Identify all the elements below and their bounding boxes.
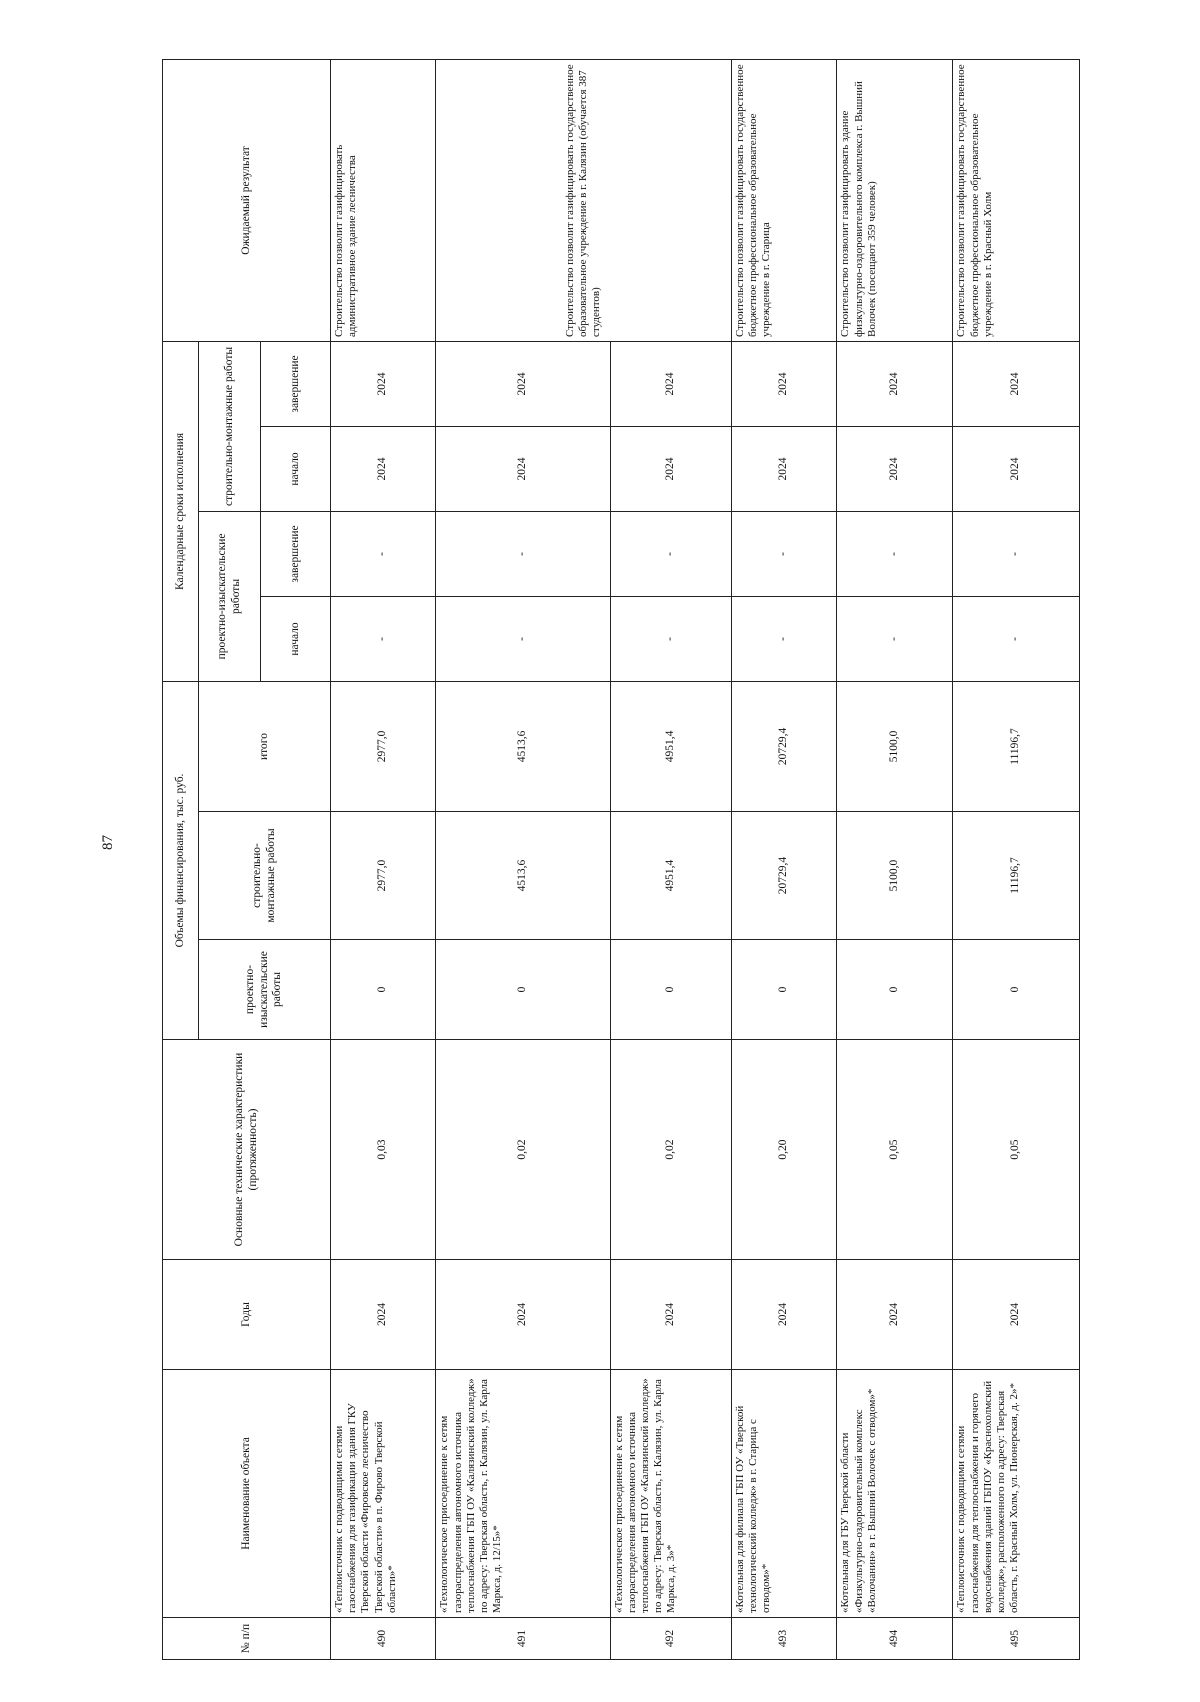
cell-year: 2024	[837, 1260, 953, 1370]
cell-total: 4951,4	[610, 681, 731, 811]
header-pir-group: проектно-изыскательские работы	[199, 511, 261, 681]
cell-year: 2024	[953, 1260, 1080, 1370]
cell-pir-start: -	[331, 596, 436, 681]
cell-name: «Технологическое присоединение к сетям газораспределения автономного источника теплоснабжения ГБП ОУ «Калязинский колледж» по адресу: Тверская область, г. Калязин, ул. Карла Маркса, д. 3»*	[610, 1370, 731, 1618]
cell-smr-end: 2024	[837, 341, 953, 426]
header-tech: Основные технические характеристики (протяженность)	[163, 1040, 331, 1260]
cell-design: 0	[610, 940, 731, 1040]
cell-smr-start: 2024	[837, 426, 953, 511]
cell-pir-start: -	[731, 596, 836, 681]
cell-pir-start: -	[436, 596, 610, 681]
cell-smr-start: 2024	[953, 426, 1080, 511]
cell-pir-start: -	[837, 596, 953, 681]
header-pir-start: начало	[261, 596, 331, 681]
table-row	[331, 59, 436, 1659]
cell-pir-end: -	[331, 511, 436, 596]
cell-total: 5100,0	[837, 681, 953, 811]
cell-design: 0	[331, 940, 436, 1040]
header-construction: строительно-монтажные работы	[199, 812, 331, 940]
cell-smr-start: 2024	[731, 426, 836, 511]
cell-num: 491	[436, 1618, 610, 1660]
cell-name: «Теплоисточник с подводящими сетями газоснабжения для теплоснабжения и горячего водоснабжения зданий ГБПОУ «Краснохолмский колледж», расположенного по адресу: Тверская область, г. Красный Холм, ул. Пионерская, д. 2»*	[953, 1370, 1080, 1618]
cell-construction: 11196,7	[953, 812, 1080, 940]
cell-num: 493	[731, 1618, 836, 1660]
cell-construction: 4951,4	[610, 812, 731, 940]
cell-pir-end: -	[731, 511, 836, 596]
cell-total: 2977,0	[331, 681, 436, 811]
cell-num: 495	[953, 1618, 1080, 1660]
cell-construction: 2977,0	[331, 812, 436, 940]
header-num: № п/п	[163, 1618, 331, 1660]
cell-pir-end: -	[610, 511, 731, 596]
cell-year: 2024	[331, 1260, 436, 1370]
rotated-table-wrapper	[162, 60, 1080, 1660]
cell-smr-end: 2024	[436, 341, 610, 426]
cell-pir-start: -	[953, 596, 1080, 681]
cell-num: 490	[331, 1618, 436, 1660]
header-smr-group: строительно-монтажные работы	[199, 341, 261, 511]
cell-smr-start: 2024	[331, 426, 436, 511]
cell-name: «Котельная для ГБУ Тверской области «Физкультурно-оздоровительный комплекс «Волочанин» в г. Вышний Волочек с отводом»*	[837, 1370, 953, 1618]
header-result: Ожидаемый результат	[163, 59, 331, 341]
cell-year: 2024	[610, 1260, 731, 1370]
cell-result: Строительство позволит газифицировать здание физкультурно-оздоровительного комплекса г. Вышний Волочек (посещают 359 человек)	[837, 59, 953, 341]
cell-result: Строительство позволит газифицировать государственное бюджетное профессиональное образовательное учреждение в г. Красный Холм	[953, 59, 1080, 341]
cell-smr-end: 2024	[953, 341, 1080, 426]
cell-total: 20729,4	[731, 681, 836, 811]
cell-pir-end: -	[436, 511, 610, 596]
header-total: итого	[199, 681, 331, 811]
cell-name: «Технологическое присоединение к сетям газораспределения автономного источника теплоснабжения ГБП ОУ «Калязинский колледж» по адресу: Тверская область, г. Калязин, ул. Карла Маркса, д. 12/15»*	[436, 1370, 610, 1618]
header-smr-start: начало	[261, 426, 331, 511]
cell-smr-end: 2024	[731, 341, 836, 426]
header-finance-group: Объемы финансирования, тыс. руб.	[163, 681, 199, 1039]
cell-total: 4513,6	[436, 681, 610, 811]
cell-smr-end: 2024	[610, 341, 731, 426]
cell-tech: 0,05	[837, 1040, 953, 1260]
cell-design: 0	[436, 940, 610, 1040]
cell-name: «Котельная для филиала ГБП ОУ «Тверской технологический колледж» в г. Старица с отводом»*	[731, 1370, 836, 1618]
table-row	[953, 59, 1080, 1659]
cell-tech: 0,02	[436, 1040, 610, 1260]
table-row	[837, 59, 953, 1659]
cell-result: Строительство позволит газифицировать государственное бюджетное профессиональное образовательное учреждение в г. Старица	[731, 59, 836, 341]
cell-construction: 20729,4	[731, 812, 836, 940]
objects-table	[162, 59, 1080, 1660]
header-calendar-group: Календарные сроки исполнения	[163, 341, 199, 681]
cell-design: 0	[731, 940, 836, 1040]
header-name: Наименование объекта	[163, 1370, 331, 1618]
cell-pir-start: -	[610, 596, 731, 681]
cell-result: Строительство позволит газифицировать административное здание лесничества	[331, 59, 436, 341]
cell-name: «Теплоисточник с подводящими сетями газоснабжения для газификации здания ГКУ Тверской области «Фировское лесничество Тверской области» в п. Фирово Тверской области»*	[331, 1370, 436, 1618]
page-number: 87	[100, 835, 116, 850]
header-design: проектно-изыскательские работы	[199, 940, 331, 1040]
cell-num: 494	[837, 1618, 953, 1660]
cell-construction: 4513,6	[436, 812, 610, 940]
table-row	[436, 59, 610, 1659]
cell-smr-end: 2024	[331, 341, 436, 426]
table-row	[731, 59, 836, 1659]
cell-smr-start: 2024	[436, 426, 610, 511]
cell-pir-end: -	[953, 511, 1080, 596]
cell-tech: 0,20	[731, 1040, 836, 1260]
cell-year: 2024	[436, 1260, 610, 1370]
cell-pir-end: -	[837, 511, 953, 596]
cell-design: 0	[837, 940, 953, 1040]
header-years: Годы	[163, 1260, 331, 1370]
cell-design: 0	[953, 940, 1080, 1040]
cell-tech: 0,02	[610, 1040, 731, 1260]
cell-result: Строительство позволит газифицировать государственное образовательное учреждение в г. Калязин (обучается 387 студентов)	[436, 59, 731, 341]
cell-tech: 0,05	[953, 1040, 1080, 1260]
cell-total: 11196,7	[953, 681, 1080, 811]
cell-year: 2024	[731, 1260, 836, 1370]
cell-smr-start: 2024	[610, 426, 731, 511]
header-pir-end: завершение	[261, 511, 331, 596]
header-smr-end: завершение	[261, 341, 331, 426]
cell-construction: 5100,0	[837, 812, 953, 940]
cell-tech: 0,03	[331, 1040, 436, 1260]
cell-num: 492	[610, 1618, 731, 1660]
